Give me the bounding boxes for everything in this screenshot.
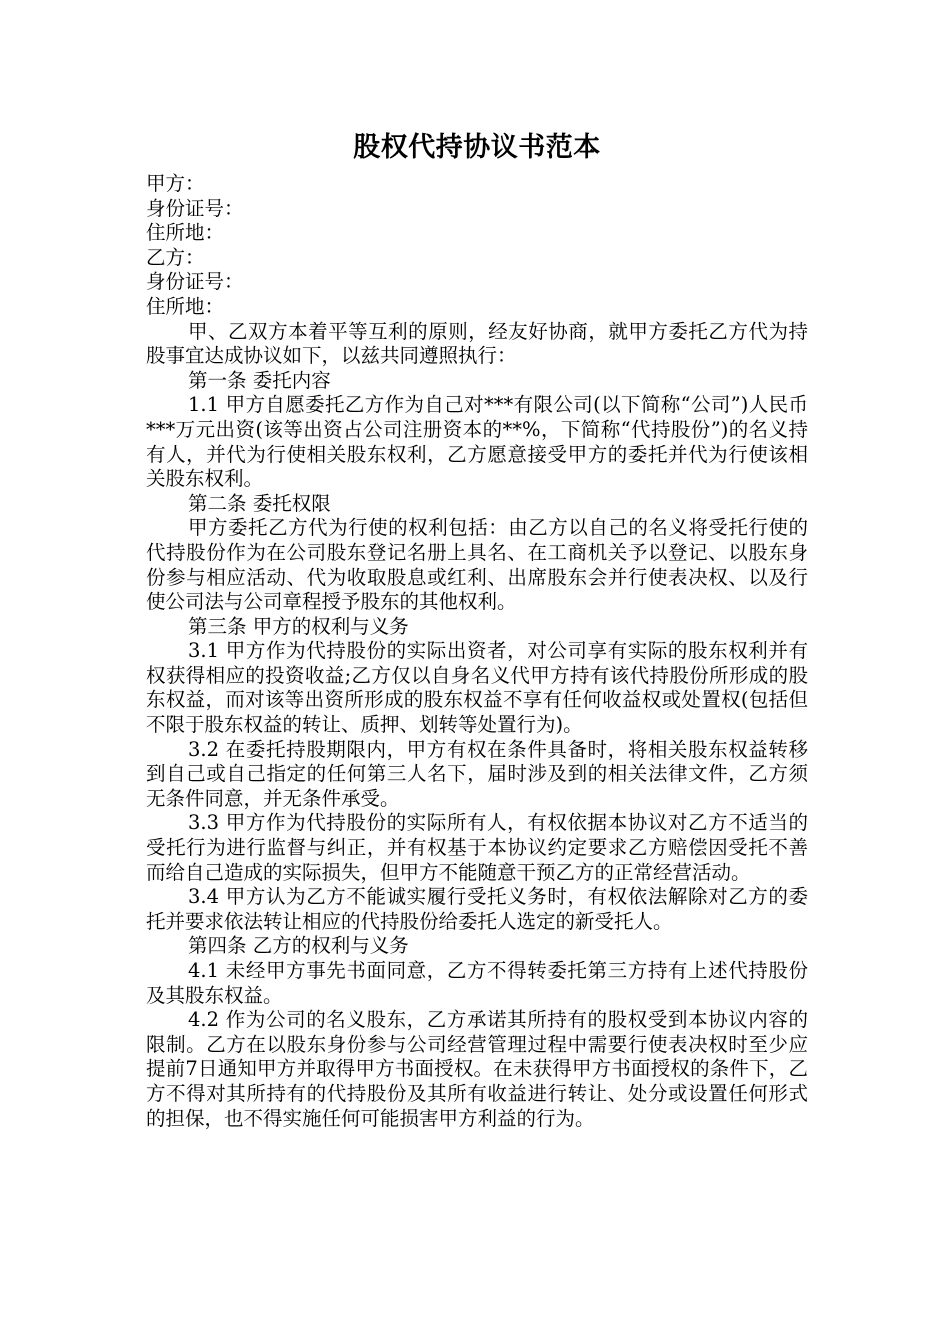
article-3-clause-2: 3.2 在委托持股期限内，甲方有权在条件具备时，将相关股东权益转移到自己或自己指定的任何第三人名下，届时涉及到的相关法律文件，乙方须无条件同意，并无条件承受。	[146, 737, 808, 810]
party-fields	[146, 172, 808, 320]
article-4-heading: 第四条 乙方的权利与义务	[188, 934, 409, 958]
document-title: 股权代持协议书范本	[353, 132, 601, 163]
party-a-address-field: 住所地：	[146, 221, 225, 245]
article-3-clause-3: 3.3 甲方作为代持股份的实际所有人，有权依据本协议对乙方不适当的受托行为进行监督与纠正，并有权基于本协议约定要求乙方赔偿因受托不善而给自己造成的实际损失，但甲方不能随意干预乙方的正常经营活动。	[146, 811, 808, 884]
article-4-clause-1: 4.1 未经甲方事先书面同意，乙方不得转委托第三方持有上述代持股份及其股东权益。	[146, 959, 808, 1007]
party-a-id-field: 身份证号：	[146, 196, 244, 220]
party-b-address-field: 住所地：	[146, 294, 225, 318]
article-3-clause-4: 3.4 甲方认为乙方不能诚实履行受托义务时，有权依法解除对乙方的委托并要求依法转让相应的代持股份给委托人选定的新受托人。	[146, 885, 808, 933]
article-4-clause-2: 4.2 作为公司的名义股东，乙方承诺其所持有的股权受到本协议内容的限制。乙方在以股东身份参与公司经营管理过程中需要行使表决权时至少应提前7日通知甲方并取得甲方书面授权。在未获得甲方书面授权的条件下，乙方不得对其所持有的代持股份及其所有收益进行转让、处分或设置任何形式的担保，也不得实施任何可能损害甲方利益的行为。	[146, 1008, 808, 1130]
article-1-clause-1: 1.1 甲方自愿委托乙方作为自己对***有限公司(以下简称“公司”)人民币***万元出资(该等出资占公司注册资本的**%，下简称“代持股份”)的名义持有人，并代为行使相关股东权利，乙方愿意接受甲方的委托并代为行使该相关股东权利。	[146, 393, 808, 491]
article-2-heading: 第二条 委托权限	[188, 491, 331, 515]
party-a-name-field: 甲方：	[146, 172, 205, 195]
article-3-clause-1: 3.1 甲方作为代持股份的实际出资者，对公司享有实际的股东权利并有权获得相应的投资收益;乙方仅以自身名义代甲方持有该代持股份所形成的股东权益，而对该等出资所形成的股东权益不享有任何收益权或处置权(包括但不限于股东权益的转让、质押、划转等处置行为)。	[146, 639, 808, 737]
party-b-id-field: 身份证号：	[146, 270, 244, 294]
party-b-name-field: 乙方：	[146, 245, 205, 269]
intro-paragraph: 甲、乙双方本着平等互利的原则，经友好协商，就甲方委托乙方代为持股事宜达成协议如下，以兹共同遵照执行：	[146, 319, 808, 368]
article-1-heading: 第一条 委托内容	[188, 368, 331, 392]
article-2-clause: 甲方委托乙方代为行使的权利包括：由乙方以自己的名义将受托行使的代持股份作为在公司股东登记名册上具名、在工商机关予以登记、以股东身份参与相应活动、代为收取股息或红利、出席股东会并行使表决权、以及行使公司法与公司章程授予股东的其他权利。	[146, 516, 808, 614]
article-3-heading: 第三条 甲方的权利与义务	[188, 614, 409, 638]
document-page	[146, 128, 808, 1131]
